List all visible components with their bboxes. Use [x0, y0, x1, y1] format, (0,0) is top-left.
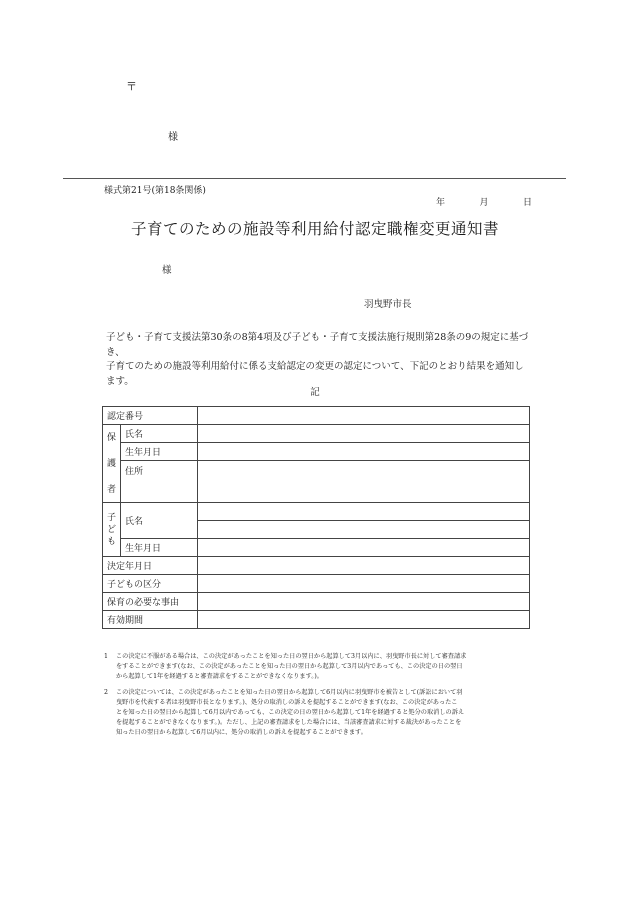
note-text	[116, 688, 464, 737]
decision-date-value	[198, 557, 530, 575]
child-category-label: 子どもの区分	[103, 575, 198, 593]
date-month: 月	[479, 198, 489, 208]
note-line: この決定に不服がある場合は、この決定があったことを知った日の翌日から起算して3月以内に、羽曳野市長に対して審査請求	[116, 653, 467, 660]
ki-heading: 記	[310, 387, 320, 398]
note-line: 知った日の翌日から起算して6月以内に、処分の取消しの訴えを提起することができます。	[116, 728, 367, 736]
guardian-name-value	[198, 425, 530, 443]
body-line: 子ども・子育て支援法第30条の8第4項及び子ども・子育て支援法施行規則第28条の9の規定に基づき、	[106, 332, 529, 358]
note-number: 1	[104, 653, 108, 660]
guardian-char: 保	[106, 432, 116, 443]
note-line: この決定については、この決定があったことを知った日の翌日から起算して6月以内に羽曳野市を被告として(訴訟において羽	[116, 689, 463, 697]
care-reason-label: 保育の必要な事由	[103, 593, 198, 611]
guardian-label	[103, 425, 121, 503]
note-text	[116, 652, 466, 681]
form-number: 様式第21号(第18条関係)	[104, 186, 206, 196]
care-reason-value	[198, 593, 530, 611]
body-line: 子育てのための施設等利用給付に係る支給認定の変更の認定について、下記のとおり結果を通知し	[106, 361, 524, 372]
body-text	[106, 331, 536, 389]
guardian-address-label: 住所	[121, 461, 198, 503]
child-category-value	[198, 575, 530, 593]
body-line: ます。	[106, 375, 134, 387]
child-name-label: 氏名	[121, 503, 198, 539]
note-line: を提起することができなくなります。)。ただし、上記の審査請求をした場合には、当該審査請求に対する裁決があったことを	[116, 718, 462, 726]
note-line: をすることができます(なお、この決定があったことを知った日の翌日から起算して3月以内であっても、この決定の日の翌日	[116, 662, 463, 670]
guardian-birthdate-label: 生年月日	[121, 443, 198, 461]
child-birthdate-label: 生年月日	[121, 539, 198, 557]
cert-number-label: 認定番号	[103, 407, 198, 425]
guardian-char: 者	[106, 484, 116, 495]
child-name-value	[198, 503, 530, 521]
child-char: 子	[106, 512, 116, 523]
child-char: も	[106, 536, 116, 547]
child-label	[103, 503, 121, 557]
recipient-suffix: 様	[162, 265, 172, 276]
certification-table	[102, 406, 530, 629]
child-birthdate-value	[198, 539, 530, 557]
date-year: 年	[436, 198, 446, 208]
notes	[104, 652, 528, 744]
addressee-suffix: 様	[168, 132, 178, 143]
note-line: とを知った日の翌日から起算して6月以内であっても、この決定の日の翌日から起算して1年を経過すると処分の取消しの訴え	[116, 708, 465, 716]
note-number: 2	[104, 689, 108, 697]
date-day: 日	[522, 198, 532, 208]
child-char: ど	[106, 524, 116, 535]
note-line: から起算して1年を経過すると審査請求をすることができなくなります。)。	[116, 672, 323, 680]
validity-label: 有効期間	[103, 611, 198, 629]
guardian-char: 護	[106, 458, 116, 469]
note-item	[104, 652, 528, 681]
issue-date	[436, 195, 532, 208]
note-item	[104, 688, 528, 737]
guardian-name-label: 氏名	[121, 425, 198, 443]
guardian-birthdate-value	[198, 443, 530, 461]
document-title: 子育てのための施設等利用給付認定職権変更通知書	[130, 220, 499, 238]
child-name-value-2	[198, 521, 530, 539]
validity-value	[198, 611, 530, 629]
decision-date-label: 決定年月日	[103, 557, 198, 575]
fold-divider	[63, 178, 566, 179]
issuer-name: 羽曳野市長	[364, 299, 412, 310]
cert-number-value	[198, 407, 530, 425]
guardian-address-value	[198, 461, 530, 503]
postal-mark: 〒	[126, 80, 137, 93]
note-line: 曳野市を代表する者は羽曳野市長となります。)、処分の取消しの訴えを提起することができます(なお、この決定があったこ	[116, 699, 458, 707]
